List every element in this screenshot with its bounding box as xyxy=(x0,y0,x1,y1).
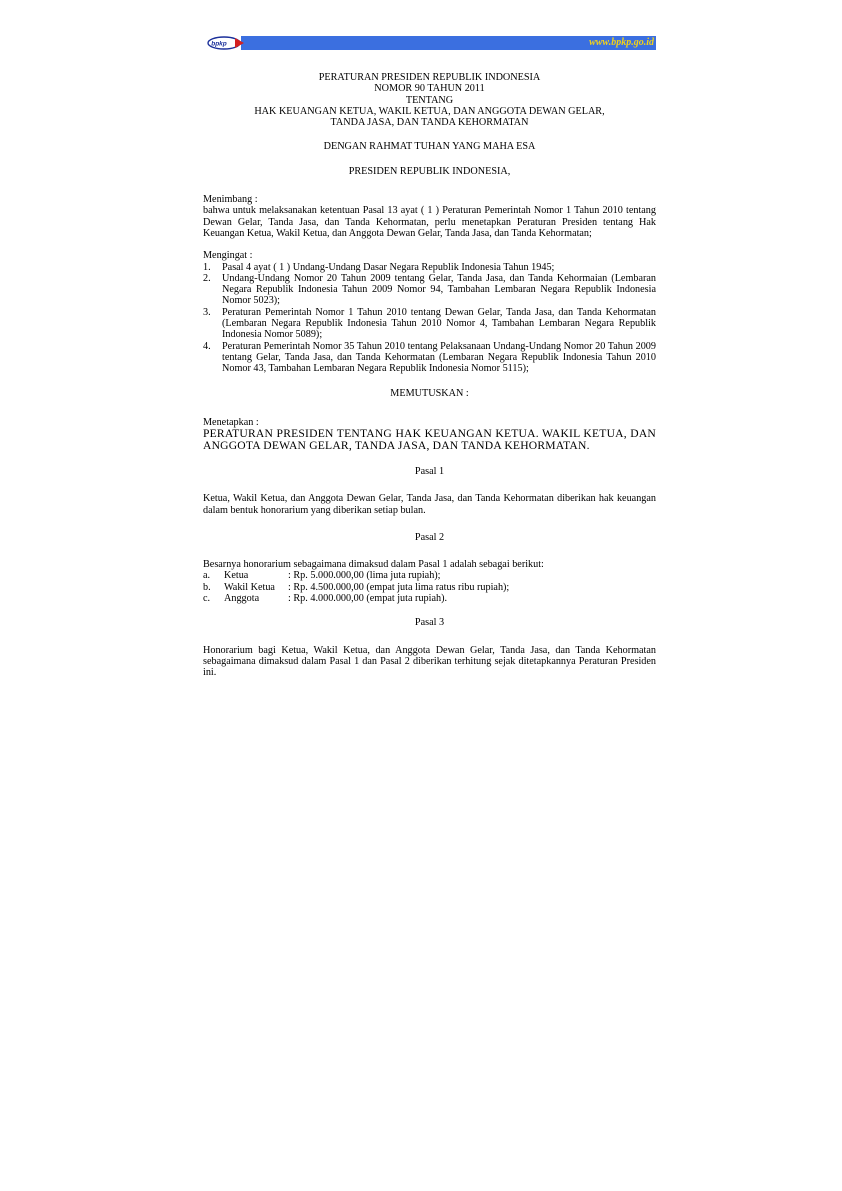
header-url-link[interactable]: www.bpkp.go.id xyxy=(589,37,654,48)
row-value: : Rp. 4.500.000,00 (empat juta lima ratus ribu rupiah); xyxy=(288,581,510,593)
pasal-2-heading: Pasal 2 xyxy=(414,531,445,543)
row-name: Wakil Ketua xyxy=(224,581,275,593)
row-key: c. xyxy=(203,593,211,605)
presiden-line: PRESIDEN REPUBLIK INDONESIA, xyxy=(348,165,511,177)
list-item-text: Pasal 4 ayat ( 1 ) Undang-Undang Dasar Negara Republik Indonesia Tahun 1945; xyxy=(222,261,555,273)
list-item xyxy=(203,341,656,375)
list-item xyxy=(203,273,656,307)
mengingat-list xyxy=(203,262,656,375)
menetapkan-text: PERATURAN PRESIDEN TENTANG HAK KEUANGAN KETUA. WAKIL KETUA, DAN ANGGOTA DEWAN GELAR, TANDA JASA, DAN TANDA KEHORMATAN. xyxy=(203,427,656,452)
pasal-3-heading: Pasal 3 xyxy=(414,617,445,629)
pasal-3-text: Honorarium bagi Ketua, Wakil Ketua, dan Anggota Dewan Gelar, Tanda Jasa, dan Tanda Kehormatan sebagaimana dimaksud dalam Pasal 1 dan Pasal 2 diberikan terhitung sejak ditetapkannya Peraturan Presiden ini. xyxy=(203,644,656,679)
table-row xyxy=(203,582,656,593)
list-item-number: 2. xyxy=(203,272,211,284)
row-key: a. xyxy=(203,570,211,582)
list-item-text: Peraturan Pemerintah Nomor 1 Tahun 2010 tentang Dewan Gelar, Tanda Jasa, dan Tanda Kehormatan (Lembaran Negara Republik Indonesia Tahun 2010 Nomor 4, Tambahan Lembaran Negara Republik Indonesia Nomor 5089); xyxy=(222,306,656,341)
list-item-text: Undang-Undang Nomor 20 Tahun 2009 tentang Gelar, Tanda Jasa, dan Tanda Kehormaian (Lembaran Negara Republik Indonesia Tahun 2009 Nomor 94, Tambahan Lembaran Negara Republik Indonesia Nomor 5023); xyxy=(222,272,656,307)
rahmat-line: DENGAN RAHMAT TUHAN YANG MAHA ESA xyxy=(323,141,536,153)
row-value: : Rp. 4.000.000,00 (empat juta rupiah). xyxy=(288,593,448,605)
header-bar xyxy=(203,36,656,50)
title-line-2: NOMOR 90 TAHUN 2011 xyxy=(374,83,485,95)
logo-text: bpkp xyxy=(211,40,227,48)
table-row xyxy=(203,570,656,581)
memutuskan-heading: MEMUTUSKAN : xyxy=(390,387,469,399)
list-item xyxy=(203,307,656,341)
table-row xyxy=(203,593,656,604)
menimbang-text: bahwa untuk melaksanakan ketentuan Pasal 13 ayat ( 1 ) Peraturan Pemerintah Nomor 1 Tahun 2010 tentang Dewan Gelar, Tanda Jasa, dan Tanda Kehormatan, perlu menetapkan Peraturan Presiden tentang Hak Keuangan Ketua, Wakil Ketua, dan Anggota Dewan Gelar, Tanda Jasa, dan Tanda Kehormatan; xyxy=(203,205,656,239)
title-line-1: PERATURAN PRESIDEN REPUBLIK INDONESIA xyxy=(318,72,541,83)
mengingat-label: Mengingat : xyxy=(203,250,253,262)
pasal-1-heading: Pasal 1 xyxy=(414,465,445,477)
pasal-2-intro: Besarnya honorarium sebagaimana dimaksud dalam Pasal 1 adalah sebagai berikut: xyxy=(203,559,544,571)
list-item-number: 1. xyxy=(203,261,211,273)
bpkp-logo-icon xyxy=(207,36,245,50)
row-value: : Rp. 5.000.000,00 (lima juta rupiah); xyxy=(288,570,441,582)
title-line-3: TENTANG xyxy=(405,94,454,106)
honorarium-table xyxy=(203,570,656,604)
row-key: b. xyxy=(203,581,211,593)
row-name: Anggota xyxy=(224,593,260,605)
title-line-4: HAK KEUANGAN KETUA, WAKIL KETUA, DAN ANGGOTA DEWAN GELAR, xyxy=(254,105,605,117)
row-name: Ketua xyxy=(224,570,249,582)
list-item-text: Peraturan Pemerintah Nomor 35 Tahun 2010 tentang Pelaksanaan Undang-Undang Nomor 20 Tahun 2009 tentang Gelar, Tanda Jasa, dan Tanda Kehormatan (Lembaran Negara Republik Indonesia Tahun 2010 Nomor 43, Tambahan Lembaran Negara Republik Indonesia Nomor 5115); xyxy=(222,340,656,375)
document-page xyxy=(203,36,656,679)
list-item-number: 4. xyxy=(203,340,211,352)
list-item xyxy=(203,262,656,273)
pasal-1-text: Ketua, Wakil Ketua, dan Anggota Dewan Gelar, Tanda Jasa, dan Tanda Kehormatan diberikan hak keuangan dalam bentuk honorarium yang diberikan setiap bulan. xyxy=(203,493,656,516)
title-line-5: TANDA JASA, DAN TANDA KEHORMATAN xyxy=(330,117,529,129)
menimbang-label: Menimbang : xyxy=(203,194,258,206)
list-item-number: 3. xyxy=(203,306,211,318)
document-title xyxy=(203,72,656,128)
menetapkan-label: Menetapkan : xyxy=(203,416,259,428)
